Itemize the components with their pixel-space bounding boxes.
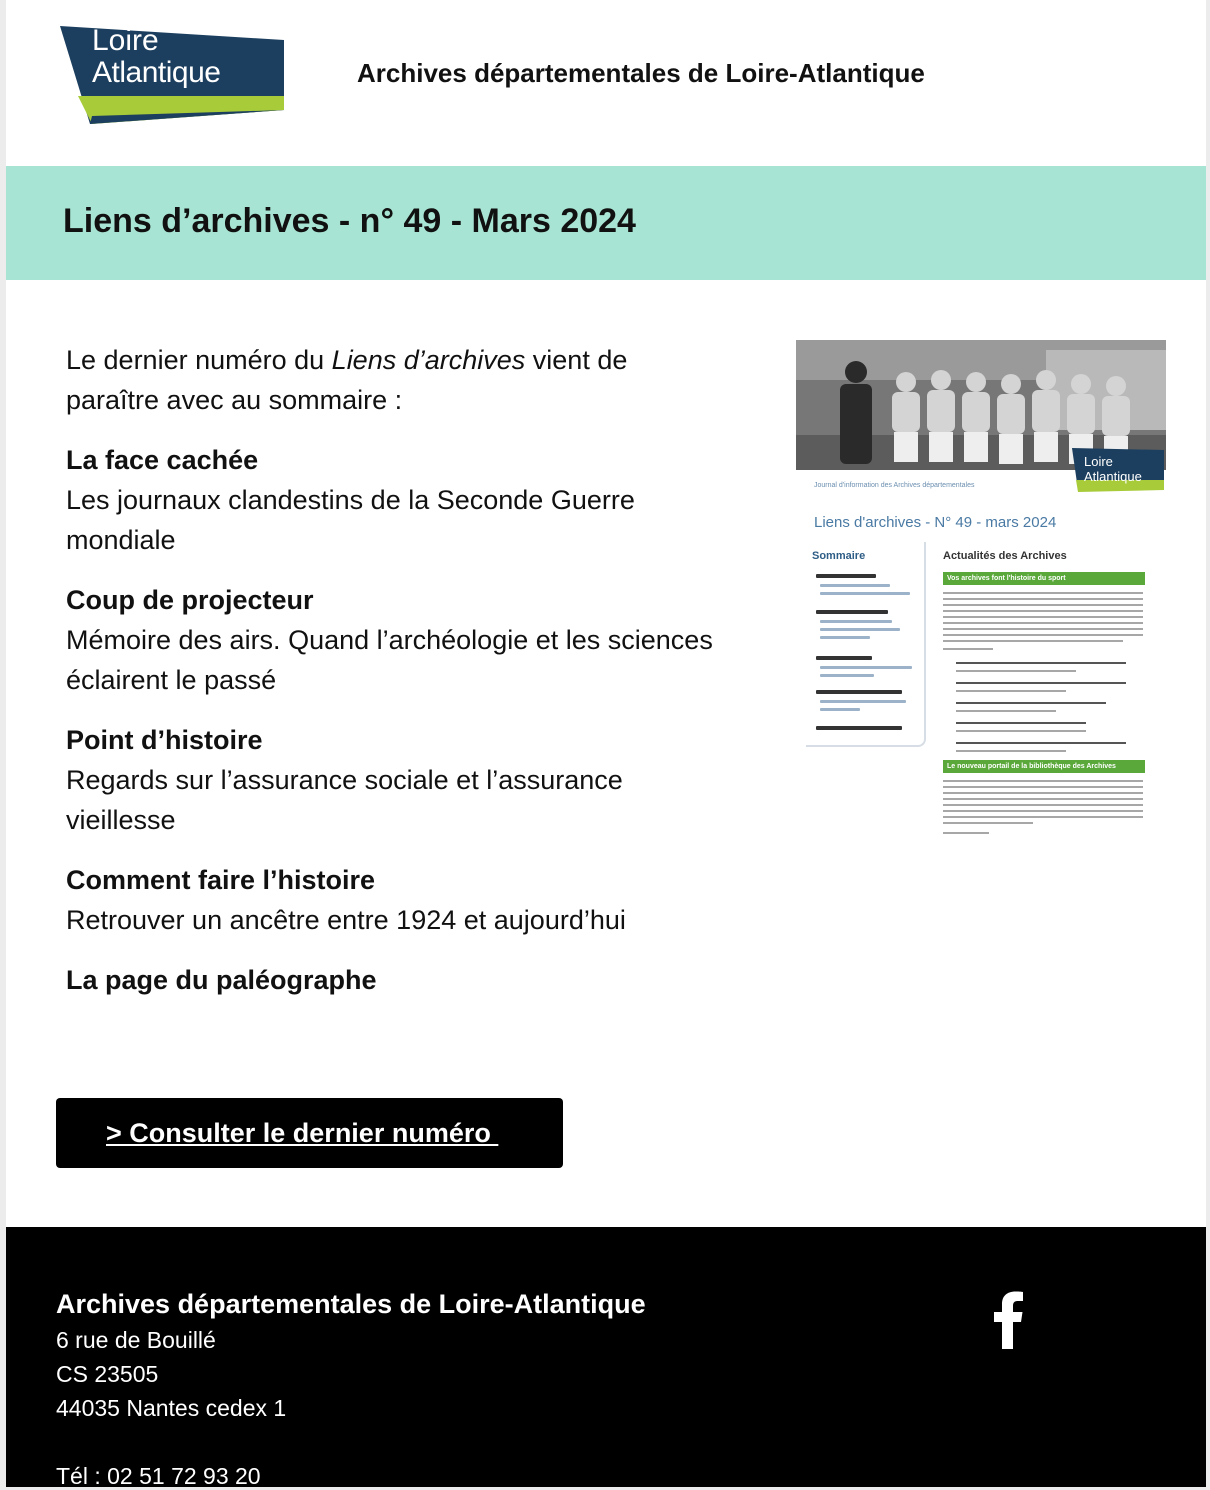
footer-address-line: 6 rue de Bouillé	[56, 1327, 216, 1353]
footer-org-name: Archives départementales de Loire-Atlantique	[56, 1289, 646, 1319]
footer-address-line: CS 23505	[56, 1361, 159, 1387]
svg-text:Loire: Loire	[92, 24, 159, 57]
toc-item	[66, 580, 716, 700]
footer-address-line: 44035 Nantes cedex 1	[56, 1395, 287, 1421]
cover-green-bar: Vos archives font l'histoire du sport	[943, 572, 1145, 585]
cover-photo	[796, 340, 1166, 484]
issue-banner	[6, 166, 1206, 280]
footer	[6, 1227, 1206, 1487]
cover-actualites-label: Actualités des Archives	[943, 550, 1067, 562]
cover-subheading: Journal d'information des Archives départementales	[814, 482, 975, 489]
header	[6, 0, 1206, 166]
issue-title: Liens d’archives - n° 49 - Mars 2024	[63, 202, 636, 240]
toc-item-title: Point d’histoire	[66, 725, 263, 755]
email-page	[6, 0, 1206, 1489]
intro-text-before: Le dernier numéro du	[66, 345, 332, 375]
toc-item-desc: Regards sur l’assurance sociale et l’assurance vieillesse	[66, 765, 623, 835]
toc-item-title: Comment faire l’histoire	[66, 865, 376, 895]
toc-item	[66, 960, 716, 1000]
toc-item-title: La page du paléographe	[66, 965, 377, 995]
toc-item-desc: Mémoire des airs. Quand l’archéologie et les sciences éclairent le passé	[66, 625, 713, 695]
toc-item-desc: Les journaux clandestins de la Seconde Guerre mondiale	[66, 485, 635, 555]
toc-item-title: Coup de projecteur	[66, 585, 314, 615]
footer-phone[interactable]: Tél : 02 51 72 93 20	[56, 1463, 261, 1489]
athletes-photo-illustration	[796, 340, 1166, 484]
toc-item	[66, 440, 716, 560]
svg-text:Atlantique: Atlantique	[92, 56, 221, 89]
issue-cover-thumbnail[interactable]	[796, 340, 1166, 845]
toc-item-title: La face cachée	[66, 445, 259, 475]
intro-publication-name: Liens d’archives	[331, 345, 526, 375]
table-of-contents	[66, 440, 716, 1020]
cover-title: Liens d'archives - N° 49 - mars 2024	[814, 514, 1057, 531]
intro-text-after: vient de paraître avec au sommaire :	[66, 345, 628, 415]
cta-label: > Consulter le dernier numéro	[106, 1117, 499, 1148]
toc-item	[66, 860, 716, 940]
cover-sommaire-label: Sommaire	[812, 550, 866, 562]
cover-green-bar: Le nouveau portail de la bibliothèque des Archives	[943, 760, 1145, 773]
cover-sommaire-box	[806, 542, 926, 747]
svg-text:Atlantique: Atlantique	[1084, 469, 1142, 484]
loire-atlantique-logo[interactable]	[56, 12, 288, 128]
toc-item	[66, 720, 716, 840]
site-title: Archives départementales de Loire-Atlantique	[357, 58, 925, 88]
toc-item-desc: Retrouver un ancêtre entre 1924 et aujourd’hui	[66, 905, 626, 935]
svg-text:Loire: Loire	[1084, 454, 1113, 469]
consult-latest-issue-button[interactable]	[56, 1098, 563, 1168]
intro-paragraph	[66, 340, 716, 420]
facebook-icon[interactable]	[990, 1289, 1026, 1349]
